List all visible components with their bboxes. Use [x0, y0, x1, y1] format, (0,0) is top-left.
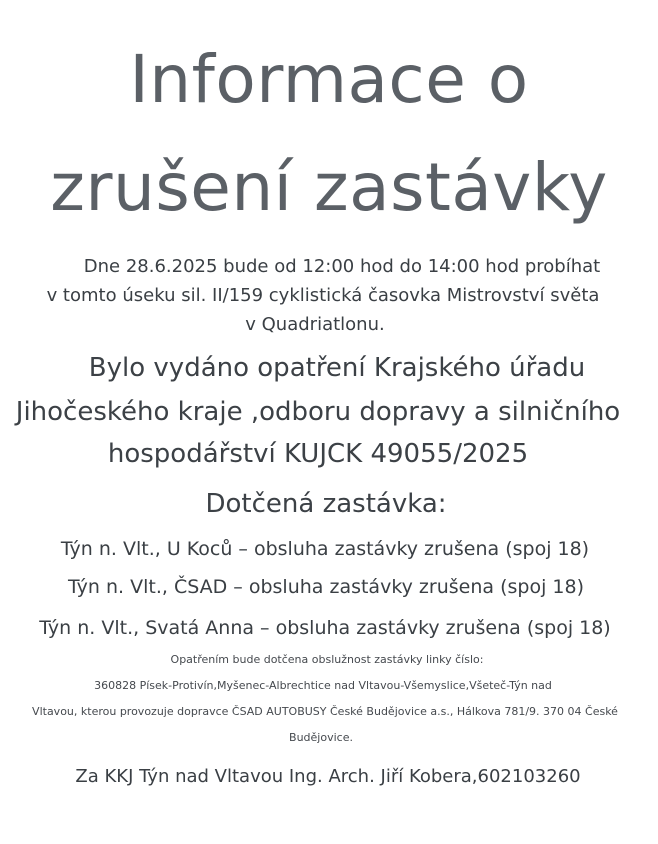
note-line-4: Budějovice. [289, 731, 353, 744]
decree-line-3: hospodářství KUJCK 49055/2025 [107, 439, 529, 469]
affected-stop-item: Týn n. Vlt., Svatá Anna – obsluha zastávky zrušena (spoj 18) [39, 617, 611, 639]
intro-line-1: Dne 28.6.2025 bude od 12:00 hod do 14:00 hod probíhat [83, 256, 601, 277]
affected-stop-item: Týn n. Vlt., ČSAD – obsluha zastávky zrušena (spoj 18) [68, 576, 584, 598]
title-line-1: Informace o [129, 41, 529, 118]
intro-line-2: v tomto úseku sil. II/159 cyklistická časovka Mistrovství světa [46, 285, 600, 306]
signature: Za KKJ Týn nad Vltavou Ing. Arch. Jiří Kobera,602103260 [75, 766, 581, 787]
affected-stop-heading: Dotčená zastávka: [205, 489, 447, 519]
note-line-1: Opatřením bude dotčena obslužnost zastávky linky číslo: [170, 653, 484, 666]
decree-line-1: Bylo vydáno opatření Krajského úřadu [88, 353, 586, 383]
affected-stop-item: Týn n. Vlt., U Koců – obsluha zastávky zrušena (spoj 18) [60, 538, 590, 560]
decree-line-2: Jihočeského kraje ,odboru dopravy a silničního [15, 397, 621, 427]
note-line-3: Vltavou, kterou provozuje dopravce ČSAD AUTOBUSY České Budějovice a.s., Hálkova 781/9. 370 04 České [32, 705, 618, 718]
title-line-2: zrušení zastávky [50, 149, 608, 226]
intro-line-3: v Quadriatlonu. [245, 314, 385, 335]
note-line-2: 360828 Písek-Protivín,Myšenec-Albrechtice nad Vltavou-Všemyslice,Všeteč-Týn nad [94, 679, 552, 692]
